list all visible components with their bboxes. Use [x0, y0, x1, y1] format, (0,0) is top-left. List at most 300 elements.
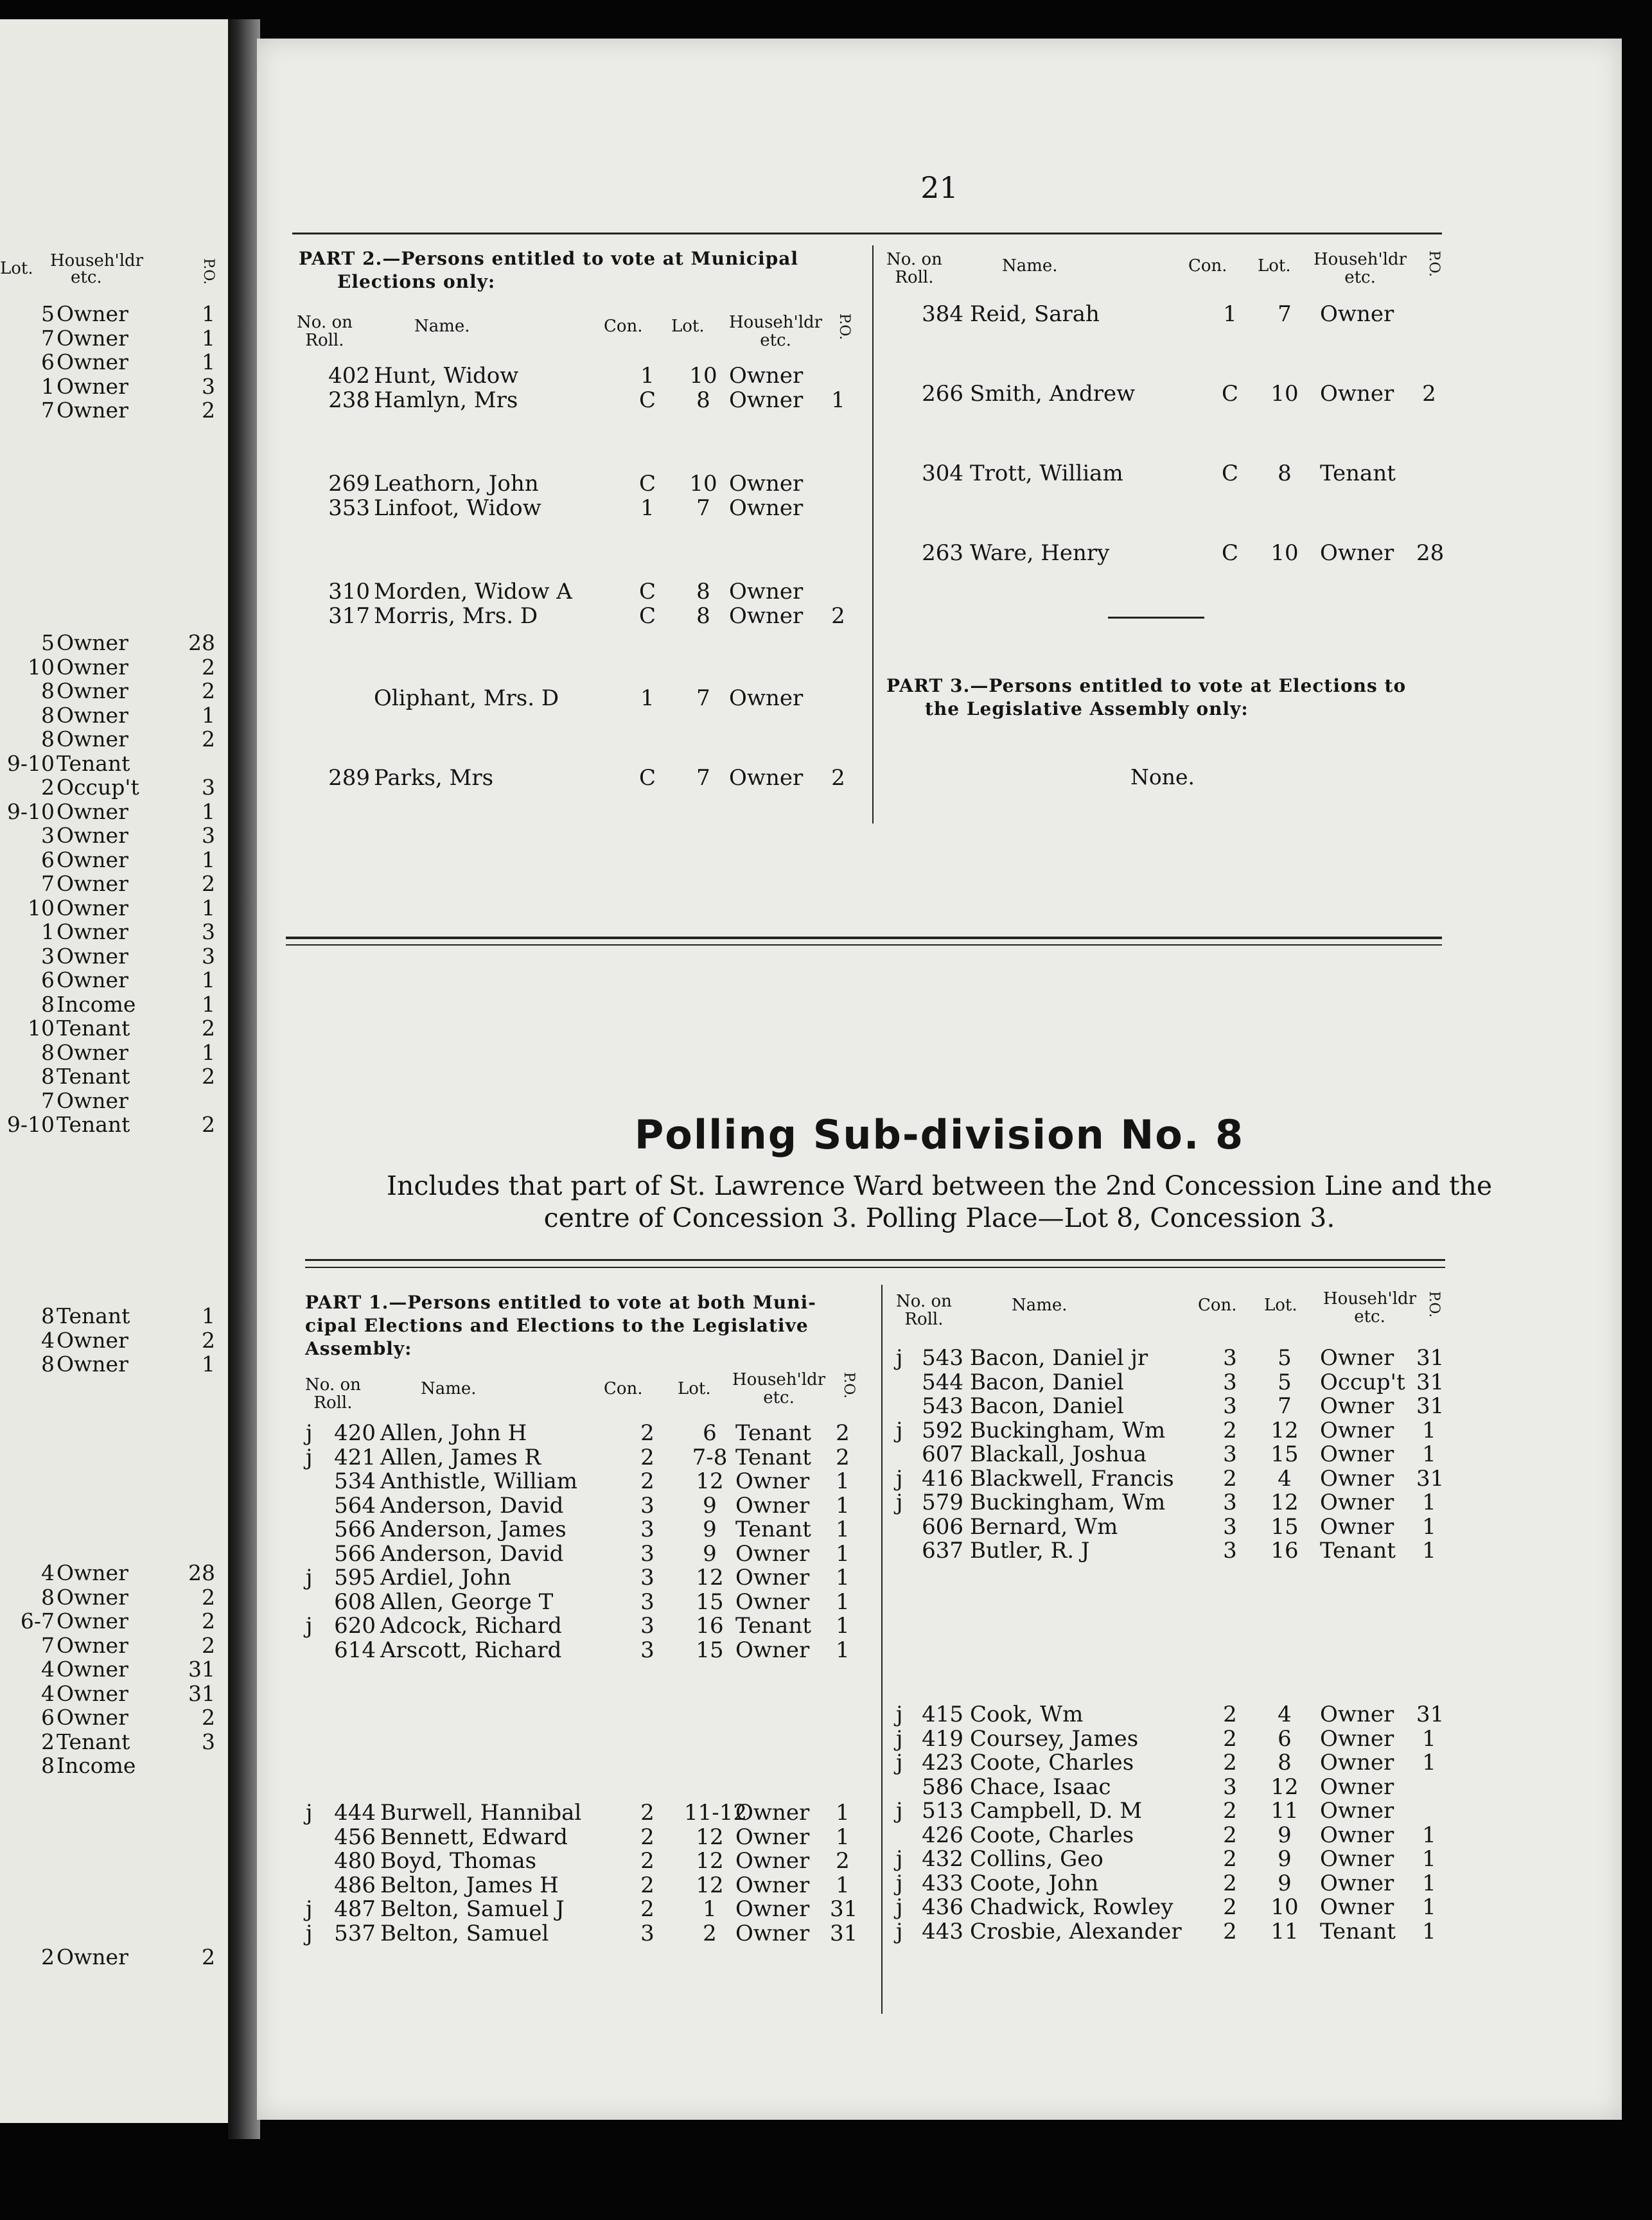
left-list-item — [0, 896, 228, 921]
lot: 15 — [1270, 1513, 1299, 1540]
list-item — [257, 1727, 1622, 1751]
voter-name: Anderson, David — [380, 1492, 564, 1519]
left-list-item — [0, 655, 228, 680]
voter-name: Smith, Andrew — [970, 381, 1136, 407]
post-office: 2 — [836, 1420, 850, 1446]
householder-status: Owner — [1320, 540, 1394, 566]
post-office: 1 — [1422, 1822, 1436, 1848]
householder-status: Owner — [729, 495, 804, 521]
subdivision-desc-line2: centre of Concession 3. Polling Place—Lot 8, Concession 3. — [543, 1202, 1335, 1233]
roll-number: 433 — [922, 1870, 963, 1896]
left-post-office: 3 — [202, 373, 215, 399]
lot: 4 — [1278, 1702, 1292, 1727]
lot: 10 — [1270, 540, 1299, 566]
lot: 8 — [1278, 461, 1292, 486]
householder-status: Tenant — [1320, 1918, 1396, 1944]
list-item — [257, 1590, 1622, 1614]
lot: 5 — [1278, 1369, 1292, 1395]
left-post-office: 1 — [202, 991, 215, 1017]
lot: 16 — [696, 1613, 724, 1639]
lot: 8 — [1278, 1750, 1292, 1775]
juror-mark: j — [896, 1846, 903, 1872]
left-lot: 10 — [28, 654, 55, 680]
part2-heading-line1: PART 2.—Persons entitled to vote at Municipal — [299, 248, 798, 269]
left-lot: 8 — [41, 1039, 55, 1065]
left-householder-status: Tenant — [57, 750, 130, 776]
concession: 3 — [1223, 1774, 1237, 1800]
part1-heading-line2: cipal Elections and Elections to the Legislative — [305, 1315, 809, 1336]
left-householder-status: Owner — [57, 727, 128, 752]
list-item — [257, 1417, 1622, 1446]
left-lot: 7 — [41, 1632, 55, 1658]
concession: 3 — [1223, 1393, 1237, 1419]
left-post-office: 2 — [202, 1705, 215, 1730]
voter-name: Belton, Samuel — [380, 1920, 549, 1946]
voter-name: Allen, John H — [380, 1420, 527, 1446]
left-list-item — [0, 1754, 228, 1778]
householder-status: Tenant — [735, 1444, 811, 1470]
post-office: 1 — [836, 1468, 850, 1494]
householder-status: Owner — [729, 579, 804, 604]
post-office: 1 — [1422, 1417, 1436, 1443]
householder-status: Owner — [729, 471, 804, 497]
post-office: 1 — [1422, 1490, 1436, 1515]
voter-name: Chadwick, Rowley — [970, 1894, 1173, 1920]
concession: C — [638, 471, 656, 497]
concession: 1 — [640, 363, 655, 389]
list-item — [257, 1702, 1622, 1727]
left-householder-status: Owner — [57, 654, 128, 680]
left-householder-status: Owner — [57, 1352, 128, 1377]
left-post-office: 2 — [202, 1944, 215, 1969]
roll-number: 444 — [334, 1800, 376, 1826]
roll-number: 423 — [922, 1750, 963, 1775]
lot: 11-12 — [684, 1800, 748, 1826]
list-item — [257, 1490, 1622, 1515]
part1-col-con: Con. — [604, 1379, 643, 1398]
lot: 9 — [703, 1492, 717, 1519]
post-office: 1 — [836, 1800, 850, 1826]
list-item — [257, 302, 1622, 326]
list-item — [257, 579, 1622, 604]
left-list-item — [0, 800, 228, 824]
part2-right-col-househ: Househ'ldr etc. — [1314, 250, 1407, 287]
juror-mark: j — [306, 1920, 313, 1946]
juror-mark: j — [896, 1417, 903, 1443]
juror-mark: j — [896, 1345, 903, 1371]
roll-number: 607 — [922, 1441, 963, 1467]
lot: 8 — [696, 603, 710, 629]
left-list-item — [0, 824, 228, 848]
householder-status: Owner — [735, 1637, 810, 1663]
roll-number: 566 — [334, 1517, 376, 1542]
part1-right-col-po: P.O. — [1426, 1291, 1442, 1318]
householder-status: Owner — [1320, 1822, 1394, 1848]
lot: 4 — [1278, 1465, 1292, 1492]
roll-number: 608 — [334, 1589, 376, 1615]
left-list-item — [0, 1352, 228, 1377]
left-householder-status: Owner — [57, 325, 128, 351]
left-list-item — [0, 350, 228, 374]
voter-name: Allen, George T — [380, 1589, 554, 1615]
householder-status: Owner — [1320, 1441, 1394, 1467]
left-post-office: 28 — [188, 630, 215, 655]
roll-number: 310 — [328, 579, 370, 604]
voter-name: Anthistle, William — [380, 1468, 577, 1494]
householder-status: Owner — [729, 363, 804, 389]
roll-number: 543 — [922, 1393, 963, 1419]
roll-number: 579 — [922, 1490, 963, 1515]
roll-number: 269 — [328, 471, 370, 497]
left-householder-status: Owner — [57, 943, 128, 969]
concession: 2 — [1223, 1870, 1237, 1896]
part1-rule-bottom — [305, 1267, 1445, 1268]
left-lot: 8 — [41, 1352, 55, 1377]
post-office: 1 — [836, 1492, 850, 1519]
lot: 15 — [1270, 1441, 1299, 1467]
lot: 6 — [1278, 1725, 1292, 1752]
part3-none: None. — [1130, 764, 1195, 789]
left-householder-status: Income — [57, 1753, 136, 1778]
left-householder-status: Owner — [57, 919, 128, 944]
householder-status: Owner — [1320, 1725, 1394, 1752]
left-householder-status: Owner — [57, 1632, 128, 1658]
part2-right-col-con: Con. — [1188, 256, 1227, 276]
left-householder-status: Owner — [57, 1327, 128, 1353]
lot: 12 — [1270, 1490, 1299, 1515]
concession: 1 — [640, 495, 655, 521]
lot: 9 — [703, 1540, 717, 1567]
left-householder-status: Tenant — [57, 1729, 130, 1754]
section-rule-top — [286, 937, 1442, 939]
post-office: 31 — [1416, 1369, 1445, 1395]
left-lot: 10 — [28, 1016, 55, 1041]
roll-number: 238 — [328, 387, 370, 413]
lot: 10 — [689, 363, 717, 389]
left-householder-status: Owner — [57, 1657, 128, 1682]
juror-mark: j — [896, 1465, 903, 1492]
roll-number: 487 — [334, 1896, 376, 1922]
voter-name: Ardiel, John — [380, 1565, 511, 1590]
post-office: 31 — [830, 1896, 858, 1922]
voter-name: Anderson, David — [380, 1540, 564, 1567]
concession: 2 — [1223, 1417, 1237, 1443]
post-office: 1 — [836, 1565, 850, 1590]
part1-col-name: Name. — [421, 1379, 477, 1398]
householder-status: Owner — [735, 1589, 810, 1615]
left-post-office: 2 — [202, 1327, 215, 1353]
left-list-item — [0, 1016, 228, 1041]
part2-column-divider — [872, 245, 874, 824]
part1-col-po: P.O. — [841, 1372, 857, 1399]
list-item — [257, 1894, 1622, 1922]
left-lot: 4 — [41, 1560, 55, 1585]
post-office: 1 — [1422, 1846, 1436, 1872]
juror-mark: j — [306, 1896, 313, 1922]
lot: 16 — [1270, 1538, 1299, 1564]
voter-name: Allen, James R — [380, 1444, 541, 1470]
list-item — [257, 1798, 1622, 1826]
left-householder-status: Tenant — [57, 1016, 130, 1041]
voter-name: Crosbie, Alexander — [970, 1918, 1182, 1944]
left-householder-status: Owner — [57, 798, 128, 824]
concession: 2 — [1223, 1798, 1237, 1824]
householder-status: Owner — [735, 1468, 810, 1494]
post-office: 1 — [836, 1589, 850, 1615]
left-list-item — [0, 703, 228, 728]
left-lot: 4 — [41, 1327, 55, 1353]
left-householder-status: Tenant — [57, 1303, 130, 1328]
roll-number: 419 — [922, 1725, 963, 1752]
left-householder-status: Owner — [57, 1944, 128, 1969]
voter-name: Coote, Charles — [970, 1750, 1134, 1775]
concession: C — [1221, 381, 1238, 407]
post-office: 31 — [1416, 1702, 1445, 1727]
householder-status: Owner — [735, 1848, 810, 1874]
concession: 2 — [640, 1896, 655, 1922]
concession: 3 — [1223, 1490, 1237, 1515]
post-office: 1 — [836, 1613, 850, 1639]
householder-status: Occup't — [1320, 1369, 1405, 1395]
concession: 2 — [640, 1468, 655, 1494]
juror-mark: j — [896, 1490, 903, 1515]
left-lot: 8 — [41, 1584, 55, 1610]
left-post-office: 1 — [202, 1352, 215, 1377]
list-item — [257, 461, 1622, 486]
householder-status: Owner — [1320, 1774, 1394, 1800]
left-list-item — [0, 679, 228, 703]
lot: 9 — [1278, 1846, 1292, 1872]
list-item — [257, 1538, 1622, 1563]
left-lot: 6 — [41, 349, 55, 374]
juror-mark: j — [306, 1613, 313, 1639]
left-post-office: 28 — [188, 1560, 215, 1585]
juror-mark: j — [896, 1798, 903, 1824]
part2-right-col-po: P.O. — [1426, 251, 1442, 278]
concession: 2 — [1223, 1725, 1237, 1752]
left-list-item — [0, 1682, 228, 1706]
voter-name: Leathorn, John — [374, 471, 539, 497]
left-lot: 7 — [41, 398, 55, 423]
post-office: 1 — [1422, 1538, 1436, 1564]
left-list-item — [0, 848, 228, 872]
roll-number: 544 — [922, 1369, 963, 1395]
lot: 1 — [703, 1896, 717, 1922]
post-office: 31 — [1416, 1465, 1445, 1492]
left-householder-status: Owner — [57, 967, 128, 992]
left-post-office: 1 — [202, 967, 215, 992]
left-post-office: 3 — [202, 943, 215, 969]
lot: 12 — [696, 1468, 724, 1494]
page — [257, 39, 1622, 2120]
list-item — [257, 1515, 1622, 1539]
lot: 7 — [696, 495, 710, 521]
householder-status: Owner — [1320, 1345, 1394, 1371]
left-list-item — [0, 1609, 228, 1634]
book-gutter — [228, 19, 260, 2139]
voter-name: Adcock, Richard — [380, 1613, 562, 1639]
left-list-item — [0, 920, 228, 944]
juror-mark: j — [896, 1725, 903, 1752]
householder-status: Owner — [1320, 1417, 1394, 1443]
voter-name: Bacon, Daniel — [970, 1393, 1124, 1419]
householder-status: Owner — [1320, 1750, 1394, 1775]
left-list-item — [0, 992, 228, 1017]
left-header-etc: etc. — [71, 268, 102, 287]
lot: 10 — [1270, 381, 1299, 407]
post-office: 28 — [1416, 540, 1445, 566]
lot: 12 — [1270, 1774, 1299, 1800]
subdivision-desc-line1: Includes that part of St. Lawrence Ward between the 2nd Concession Line and the — [386, 1170, 1493, 1201]
part1-right-col-househ: Househ'ldr etc. — [1323, 1289, 1417, 1326]
list-item — [257, 1846, 1622, 1874]
concession: 2 — [1223, 1702, 1237, 1727]
left-post-office: 1 — [202, 349, 215, 374]
part3-heading-line1: PART 3.—Persons entitled to vote at Elections to — [886, 675, 1407, 696]
voter-name: Butler, R. J — [970, 1538, 1090, 1564]
left-lot: 4 — [41, 1680, 55, 1706]
roll-number: 592 — [922, 1417, 963, 1443]
post-office: 1 — [1422, 1870, 1436, 1896]
part2-right-col-name: Name. — [1002, 256, 1058, 276]
post-office: 1 — [836, 1824, 850, 1850]
list-item — [257, 541, 1622, 565]
left-post-office: 1 — [202, 325, 215, 351]
roll-number: 595 — [334, 1565, 376, 1590]
list-item — [257, 766, 1622, 790]
left-householder-status: Owner — [57, 1608, 128, 1634]
concession: 3 — [1223, 1513, 1237, 1540]
voter-name: Linfoot, Widow — [374, 495, 541, 521]
roll-number: 317 — [328, 603, 370, 629]
roll-number: 432 — [922, 1846, 963, 1872]
post-office: 1 — [831, 387, 845, 413]
left-post-office: 2 — [202, 398, 215, 423]
left-lot: 3 — [41, 823, 55, 848]
roll-number: 513 — [922, 1798, 963, 1824]
post-office: 2 — [836, 1444, 850, 1470]
voter-name: Reid, Sarah — [970, 301, 1100, 327]
juror-mark: j — [896, 1702, 903, 1727]
post-office: 31 — [830, 1920, 858, 1946]
householder-status: Owner — [1320, 1870, 1394, 1896]
left-lot: 6 — [41, 847, 55, 872]
roll-number: 384 — [922, 301, 963, 327]
concession: 2 — [1223, 1918, 1237, 1944]
part2-heading-line2: Elections only: — [337, 271, 496, 292]
left-list-item — [0, 1730, 228, 1754]
lot: 6 — [703, 1420, 717, 1446]
concession: 3 — [640, 1492, 655, 1519]
part2-right-col-lot: Lot. — [1258, 256, 1291, 276]
lot: 11 — [1270, 1798, 1299, 1824]
list-item — [257, 382, 1622, 406]
voter-name: Buckingham, Wm — [970, 1417, 1166, 1443]
concession: C — [1221, 540, 1238, 566]
roll-number: 420 — [334, 1420, 376, 1446]
section-rule-bottom — [286, 944, 1442, 946]
left-householder-status: Income — [57, 991, 136, 1017]
left-lot: 6 — [41, 1705, 55, 1730]
left-lot: 1 — [41, 373, 55, 399]
voter-name: Bernard, Wm — [970, 1513, 1118, 1540]
lot: 5 — [1278, 1345, 1292, 1371]
householder-status: Owner — [1320, 1798, 1394, 1824]
post-office: 1 — [1422, 1750, 1436, 1775]
concession: 3 — [640, 1565, 655, 1590]
lot: 2 — [703, 1920, 717, 1946]
left-lot: 5 — [41, 301, 55, 326]
concession: 3 — [1223, 1441, 1237, 1467]
left-lot: 8 — [41, 1753, 55, 1778]
juror-mark: j — [896, 1750, 903, 1775]
part1-heading-line1: PART 1.—Persons entitled to vote at both Muni- — [305, 1292, 816, 1313]
householder-status: Owner — [1320, 1894, 1394, 1920]
left-post-office: 1 — [202, 895, 215, 921]
part1-col-no: No. on Roll. — [305, 1375, 361, 1413]
voter-name: Chace, Isaac — [970, 1774, 1111, 1800]
left-list-item — [0, 326, 228, 351]
householder-status: Tenant — [1320, 1538, 1396, 1564]
householder-status: Owner — [1320, 1702, 1394, 1727]
left-post-office: 2 — [202, 1584, 215, 1610]
concession: 2 — [640, 1824, 655, 1850]
list-item — [257, 1442, 1622, 1467]
left-post-office: 1 — [202, 798, 215, 824]
left-householder-status: Owner — [57, 373, 128, 399]
left-householder-status: Owner — [57, 1088, 128, 1113]
part2-col-lot: Lot. — [671, 317, 705, 336]
concession: 3 — [640, 1613, 655, 1639]
part1-heading-line3: Assembly: — [305, 1338, 412, 1359]
lot: 11 — [1270, 1918, 1299, 1944]
roll-number: 266 — [922, 381, 963, 407]
voter-name: Trott, William — [970, 461, 1123, 486]
left-lot: 1 — [41, 919, 55, 944]
concession: 1 — [640, 685, 655, 711]
concession: 3 — [640, 1637, 655, 1663]
roll-number: 543 — [922, 1345, 963, 1371]
voter-name: Belton, James H — [380, 1872, 559, 1898]
left-post-office: 2 — [202, 1064, 215, 1089]
left-post-office: 3 — [202, 1729, 215, 1754]
left-lot: 9-10 — [6, 798, 55, 824]
lot: 15 — [696, 1589, 724, 1615]
part1-right-col-con: Con. — [1198, 1296, 1237, 1315]
juror-mark: j — [896, 1918, 903, 1944]
left-post-office: 3 — [202, 775, 215, 800]
left-list-item — [0, 727, 228, 752]
subdivision-title: Polling Sub-division No. 8 — [634, 1111, 1245, 1158]
left-list-item — [0, 1064, 228, 1089]
concession: 2 — [1223, 1465, 1237, 1492]
left-list-item — [0, 968, 228, 992]
left-post-office: 1 — [202, 301, 215, 326]
left-householder-status: Tenant — [57, 1112, 130, 1137]
juror-mark: j — [306, 1420, 313, 1446]
left-list-item — [0, 1113, 228, 1137]
post-office: 2 — [836, 1848, 850, 1874]
left-list-item — [0, 1089, 228, 1113]
post-office: 1 — [836, 1637, 850, 1663]
roll-number: 564 — [334, 1492, 376, 1519]
left-lot: 8 — [41, 1303, 55, 1328]
left-list-item — [0, 374, 228, 399]
left-lot: 7 — [41, 1088, 55, 1113]
lot: 7 — [1278, 1393, 1292, 1419]
concession: 2 — [640, 1872, 655, 1898]
left-post-office: 3 — [202, 823, 215, 848]
